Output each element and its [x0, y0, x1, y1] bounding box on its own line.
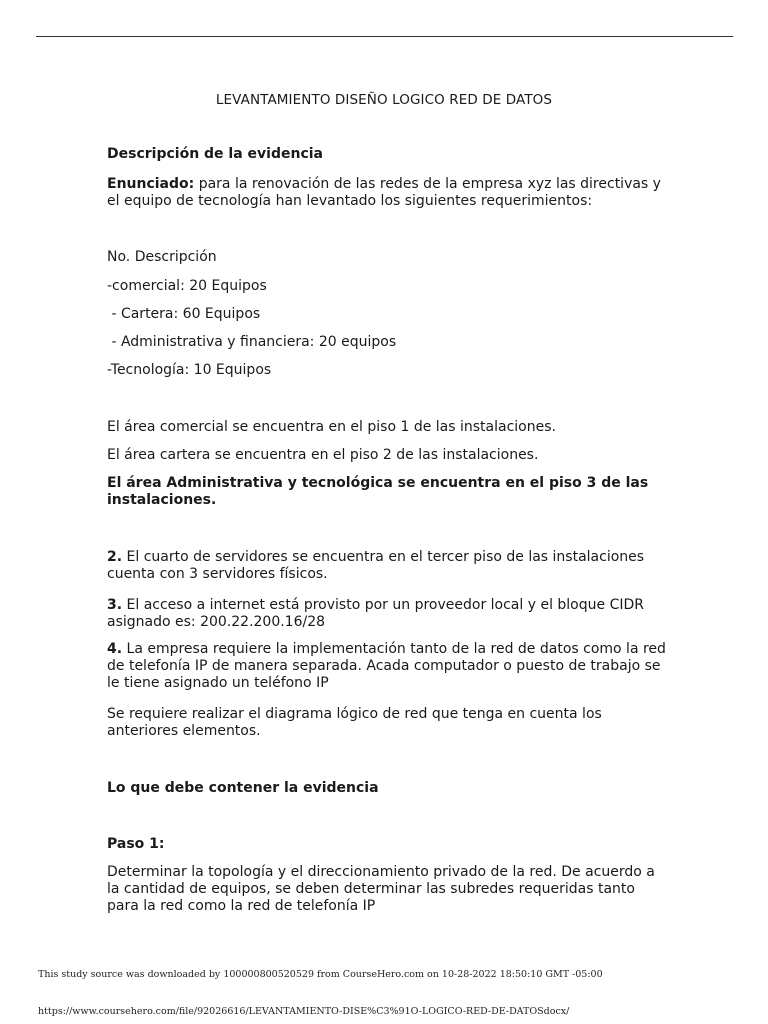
- download-notice: This study source was downloaded by 100000800520529 from CourseHero.com on 10-28-2022 18:50:10 GMT -05:00: [38, 969, 603, 980]
- floor-3-text: El área Administrativa y tecnológica se encuentra en el piso 3 de las instalaciones.: [107, 475, 649, 508]
- header-rule: [36, 36, 733, 37]
- section-heading-content: Lo que debe contener la evidencia: [107, 780, 379, 796]
- diagram-requirement-text: Se requiere realizar el diagrama lógico de red que tenga en cuenta los anteriores elementos.: [107, 706, 602, 739]
- statement-label: Enunciado:: [107, 176, 195, 192]
- step1-text: Determinar la topología y el direccionamiento privado de la red. De acuerdo a la cantidad de equipos, se deben determinar las subredes requeridas tanto para la red como la red de telefonía IP: [107, 864, 655, 914]
- requirement-item: - Cartera: 60 Equipos: [107, 306, 261, 322]
- floor-1-text: El área comercial se encuentra en el piso 1 de las instalaciones.: [107, 419, 556, 435]
- requirements-header: No. Descripción: [107, 249, 217, 265]
- requirement-item: -Tecnología: 10 Equipos: [107, 362, 272, 378]
- requirement-item: -comercial: 20 Equipos: [107, 278, 267, 294]
- step1-heading: Paso 1:: [107, 836, 165, 852]
- item-text: El acceso a internet está provisto por un proveedor local y el bloque CIDR asignado es: 200.22.200.16/28: [107, 597, 644, 630]
- item-internet: [107, 597, 667, 631]
- item-number: 2.: [107, 549, 123, 565]
- item-telephony: [107, 641, 667, 692]
- floor-2-text: El área cartera se encuentra en el piso 2 de las instalaciones.: [107, 447, 539, 463]
- item-servers: [107, 549, 667, 583]
- statement-paragraph: [107, 176, 667, 210]
- section-heading-description: Descripción de la evidencia: [107, 146, 323, 162]
- document-title: LEVANTAMIENTO DISEÑO LOGICO RED DE DATOS: [215, 92, 553, 108]
- item-number: 4.: [107, 641, 123, 657]
- requirement-item: - Administrativa y financiera: 20 equipos: [107, 334, 397, 350]
- statement-text: para la renovación de las redes de la empresa xyz las directivas y el equipo de tecnología han levantado los siguientes requerimientos:: [107, 176, 661, 209]
- item-text: El cuarto de servidores se encuentra en el tercer piso de las instalaciones cuenta con 3 servidores físicos.: [107, 549, 645, 582]
- source-url[interactable]: https://www.coursehero.com/file/92026616/LEVANTAMIENTO-DISE%C3%91O-LOGICO-RED-DE-DATOSdocx/: [38, 1006, 570, 1017]
- item-text: La empresa requiere la implementación tanto de la red de datos como la red de telefonía IP de manera separada. Acada computador o puesto de trabajo se le tiene asignado un teléfono IP: [107, 641, 666, 691]
- item-number: 3.: [107, 597, 123, 613]
